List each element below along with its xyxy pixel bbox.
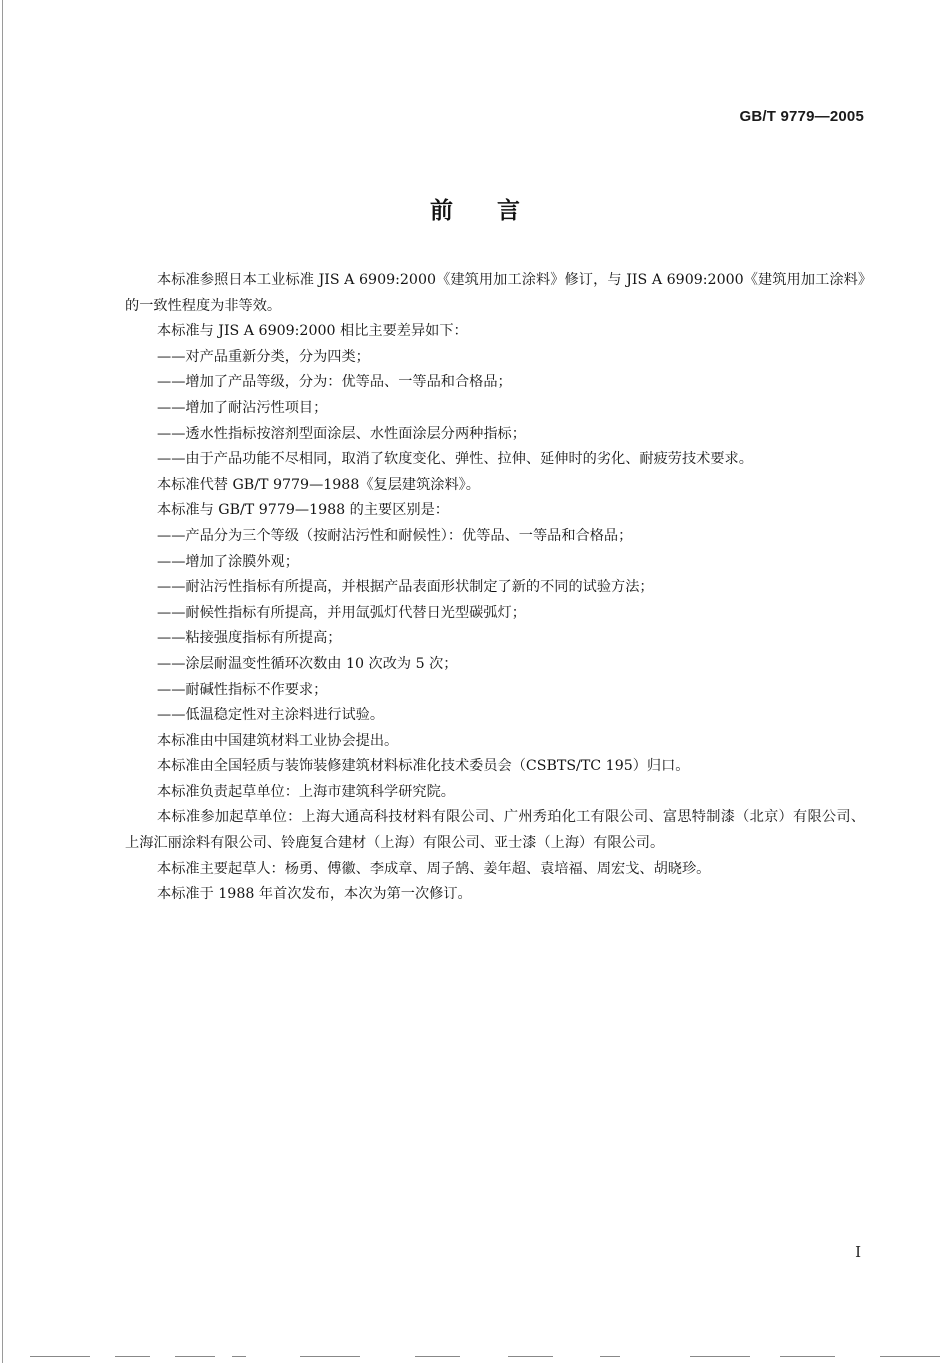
list-item: ——耐碱性指标不作要求； [157, 681, 328, 698]
paragraph: 本标准与 GB/T 9779—1988 的主要区别是： [157, 502, 449, 519]
paragraph: 本标准由全国轻质与装饰装修建筑材料标准化技术委员会（CSBTS/TC 195）归口。 [157, 758, 690, 775]
list-item: ——耐候性指标有所提高，并用氙弧灯代替日光型碳弧灯； [157, 604, 526, 621]
scan-mark [780, 1356, 835, 1357]
list-item: ——增加了产品等级，分为：优等品、一等品和合格品； [157, 374, 512, 391]
list-item: ——透水性指标按溶剂型面涂层、水性面涂层分两种指标； [157, 425, 526, 442]
list-item: ——对产品重新分类，分为四类； [157, 348, 370, 365]
standard-code: GB/T 9779—2005 [739, 108, 864, 125]
list-item: ——低温稳定性对主涂料进行试验。 [157, 707, 385, 724]
paragraph: 本标准与 JIS A 6909:2000 相比主要差异如下： [157, 323, 468, 340]
scan-mark [232, 1356, 246, 1357]
paragraph: 本标准代替 GB/T 9779—1988《复层建筑涂料》。 [157, 476, 480, 493]
page-title: 前言 [430, 198, 564, 224]
paragraph: 本标准由中国建筑材料工业协会提出。 [157, 732, 399, 749]
scan-mark [30, 1356, 90, 1357]
scan-mark [690, 1356, 750, 1357]
paragraph: 本标准负责起草单位：上海市建筑科学研究院。 [157, 783, 455, 800]
list-item: ——由于产品功能不尽相同，取消了软度变化、弹性、拉伸、延伸时的劣化、耐疲劳技术要求。 [157, 451, 753, 468]
scan-mark [880, 1356, 940, 1357]
list-item: ——增加了耐沾污性项目； [157, 399, 328, 416]
scan-mark [508, 1356, 553, 1357]
foreword-body [125, 268, 865, 908]
scan-mark [415, 1356, 460, 1357]
scan-mark [115, 1356, 150, 1357]
page-number: I [855, 1243, 861, 1261]
list-item: ——涂层耐温变性循环次数由 10 次改为 5 次； [157, 655, 458, 672]
scan-mark [175, 1356, 215, 1357]
paragraph: 本标准参照日本工业标准 JIS A 6909:2000《建筑用加工涂料》修订，与 JIS A 6909:2000《建筑用加工涂料》的一致性程度为非等效。 [125, 272, 865, 314]
list-item: ——粘接强度指标有所提高； [157, 630, 342, 647]
list-item: ——耐沾污性指标有所提高，并根据产品表面形状制定了新的不同的试验方法； [157, 579, 654, 596]
paragraph: 本标准于 1988 年首次发布，本次为第一次修订。 [157, 886, 472, 903]
scan-mark [600, 1356, 620, 1357]
scan-mark [300, 1356, 360, 1357]
paragraph: 本标准参加起草单位：上海大通高科技材料有限公司、广州秀珀化工有限公司、富思特制漆（北京）有限公司、上海汇丽涂料有限公司、铃鹿复合建材（上海）有限公司、亚士漆（上海）有限公司。 [125, 809, 865, 852]
list-item: ——产品分为三个等级（按耐沾污性和耐候性）：优等品、一等品和合格品； [157, 527, 633, 544]
list-item: ——增加了涂膜外观； [157, 553, 299, 570]
paragraph: 本标准主要起草人：杨勇、傅徽、李成章、周子鹄、姜年超、袁培福、周宏戈、胡晓珍。 [157, 860, 711, 877]
scan-edge-marks [0, 1355, 950, 1359]
